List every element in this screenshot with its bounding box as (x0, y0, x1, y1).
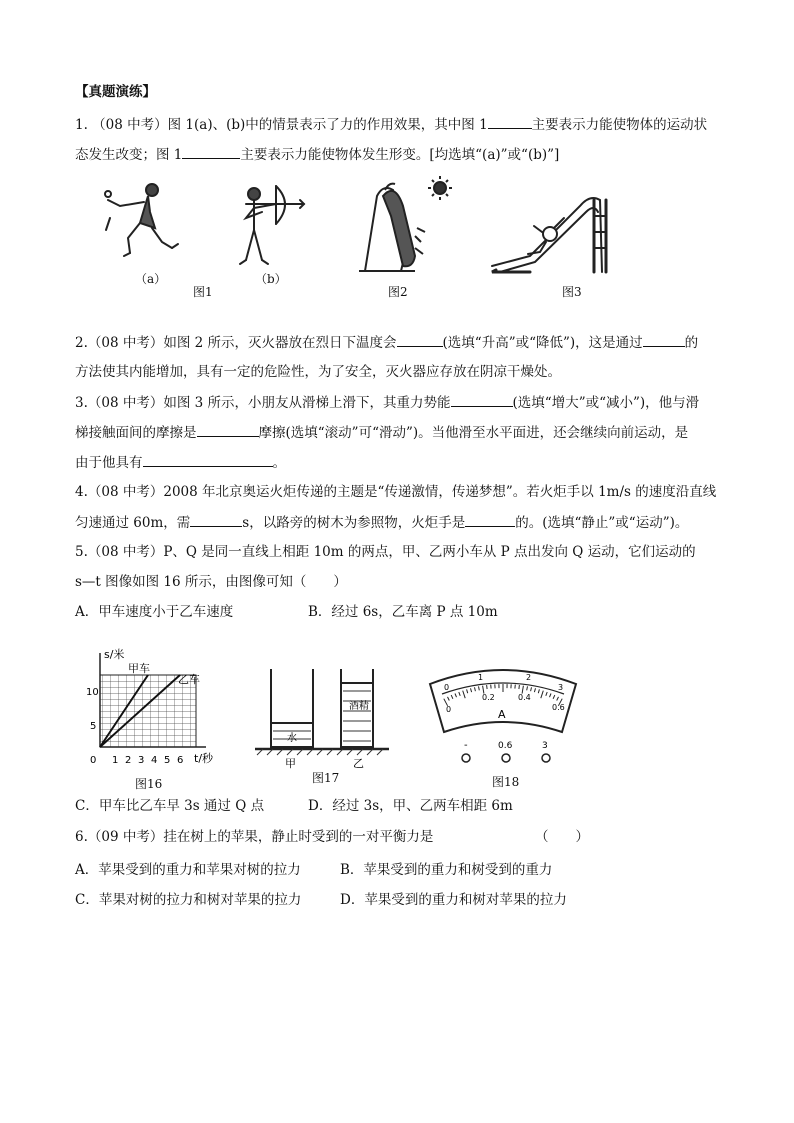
figure-3-caption: 图3 (562, 285, 582, 299)
question-4-line-2 (75, 513, 688, 532)
question-2-line-1 (75, 333, 698, 352)
ammeter-tick (475, 687, 476, 691)
figure-17-two-containers (253, 665, 393, 773)
figure-18-ammeter (422, 660, 584, 772)
ammeter-tick (479, 686, 480, 690)
series-yi-label: 乙车 (178, 673, 200, 686)
q1-blank-1[interactable] (488, 115, 532, 129)
figure-1a-baseball-batter (100, 178, 190, 270)
ammeter-tick (451, 695, 453, 699)
ammeter-tick (550, 694, 552, 698)
top-scale-1: 1 (478, 673, 484, 682)
ammeter-tick (467, 689, 468, 693)
top-scale-3: 3 (558, 683, 564, 692)
terminal-minus (462, 754, 470, 762)
q2-text-c: 的 (684, 335, 699, 351)
bottom-scale-0-4: 0.4 (518, 693, 531, 702)
question-6-option-c[interactable]: C．苹果对树的拉力和树对苹果的拉力 (75, 892, 302, 908)
q3-text-d: 摩擦(选填“滚动”可“滑动”)。当他滑至水平面进，还会继续向前运动，是 (258, 425, 689, 441)
x-tick-2: 2 (125, 755, 132, 766)
y-axis-label: s/米 (104, 648, 125, 661)
question-5-line-1: 5.（08 中考）P、Q 是同一直线上相距 10m 的两点，甲、乙两小车从 P 点出发向 Q 运动，它们运动的 (75, 544, 696, 560)
ammeter-tick (455, 694, 457, 698)
alcohol-label: 酒精 (349, 701, 369, 712)
q3-text-b: (选填“增大”或“减小”)，他与滑 (512, 395, 700, 411)
bottom-scale-0-6: 0.6 (552, 703, 565, 712)
question-5-option-b[interactable]: B．经过 6s，乙车离 P 点 10m (308, 604, 498, 620)
terminal-3 (542, 754, 550, 762)
bottom-scale-0-2: 0.2 (482, 693, 495, 702)
question-3-line-1 (75, 393, 699, 412)
q2-blank-2[interactable] (643, 333, 685, 347)
x-tick-3: 3 (138, 755, 145, 766)
x-tick-1: 1 (112, 755, 119, 766)
ammeter-tick (546, 692, 547, 696)
terminal-minus-label: - (464, 740, 468, 751)
origin-label: 0 (90, 755, 97, 766)
question-5-line-2: s—t 图像如图 16 所示，由图像可知（ ） (75, 574, 347, 590)
q3-blank-1[interactable] (451, 393, 513, 407)
q4-blank-2[interactable] (465, 513, 515, 527)
question-1-line-1 (75, 115, 707, 134)
question-3-line-3 (75, 453, 286, 472)
question-3-line-2 (75, 423, 688, 442)
ammeter-tick (448, 697, 450, 701)
q3-blank-3[interactable] (143, 453, 273, 467)
figure-18-caption: 图18 (492, 775, 520, 789)
figure-1b-label: （b） (255, 272, 287, 286)
q3-blank-2[interactable] (197, 423, 259, 437)
q1-text-d: 主要表示力能使物体发生形变。[均选填“(a)”或“(b)”] (240, 147, 560, 163)
ammeter-tick (519, 685, 520, 689)
ammeter-dial (430, 670, 576, 732)
q3-text-f: 。 (272, 455, 286, 471)
ammeter-tick (487, 685, 488, 689)
ammeter-tick (531, 687, 532, 691)
ammeter-tick (527, 686, 528, 690)
x-axis-label: t/秒 (194, 752, 214, 765)
ammeter-tick (471, 688, 472, 692)
question-1-line-2 (75, 145, 559, 164)
q4-text-a: 匀速通过 60m，需 (75, 515, 191, 531)
q1-blank-2[interactable] (182, 145, 240, 159)
figure-17-caption: 图17 (312, 771, 340, 785)
ammeter-tick (534, 688, 535, 692)
water-label: 水 (287, 733, 297, 744)
alcohol-hatch (343, 691, 371, 741)
ammeter-unit: A (498, 708, 506, 721)
x-tick-5: 5 (164, 755, 171, 766)
top-scale-0: 0 (444, 683, 450, 692)
y-tick-10: 10 (86, 687, 99, 698)
ammeter-tick (553, 695, 555, 699)
question-6-option-b[interactable]: B．苹果受到的重力和树受到的重力 (340, 862, 553, 878)
q3-text-e: 由于他具有 (75, 455, 143, 471)
figure-3-child-on-slide (490, 186, 615, 274)
q1-text-c: 态发生改变；图 1 (75, 147, 183, 163)
terminal-3-label: 3 (542, 741, 548, 751)
question-6-option-a[interactable]: A．苹果受到的重力和苹果对树的拉力 (75, 862, 301, 878)
figure-1-caption: 图1 (193, 285, 213, 299)
figure-16-caption: 图16 (135, 777, 163, 791)
terminal-0-6-label: 0.6 (498, 741, 513, 751)
x-tick-4: 4 (151, 755, 158, 766)
question-5-option-d[interactable]: D．经过 3s，甲、乙两车相距 6m (308, 798, 513, 814)
q1-text-a: 1. （08 中考）图 1(a)、(b)中的情景表示了力的作用效果，其中图 1 (75, 117, 488, 133)
q3-text-c: 梯接触面间的摩擦是 (75, 425, 197, 441)
section-title: 【真题演练】 (75, 84, 156, 100)
q4-text-c: 的。(选填“静止”或“运动”)。 (515, 515, 689, 531)
ammeter-tick (541, 691, 544, 699)
question-6-option-d[interactable]: D．苹果受到的重力和树对苹果的拉力 (340, 892, 567, 908)
question-6-answer-bracket[interactable]: （ ） (535, 829, 589, 845)
question-6-stem: 6.（09 中考）挂在树上的苹果，静止时受到的一对平衡力是 (75, 829, 434, 845)
question-2-line-2: 方法使其内能增加，具有一定的危险性，为了安全，灭火器应存放在阴凉干燥处。 (75, 364, 561, 380)
figure-2-fire-extinguisher-in-sun (355, 176, 455, 276)
container-jia-label: 甲 (285, 757, 296, 770)
question-5-option-a[interactable]: A．甲车速度小于乙车速度 (75, 604, 234, 620)
q4-text-b: s，以路旁的树木为参照物，火炬手是 (242, 515, 466, 531)
q4-blank-1[interactable] (190, 513, 242, 527)
figure-2-caption: 图2 (388, 285, 408, 299)
question-5-option-c[interactable]: C．甲车比乙车早 3s 通过 Q 点 (75, 798, 265, 814)
q3-text-a: 3.（08 中考）如图 3 所示，小朋友从滑梯上滑下，其重力势能 (75, 395, 451, 411)
question-4-line-1: 4.（08 中考）2008 年北京奥运火炬传递的主题是“传递激情，传递梦想”。若火炬手以 1m/s 的速度沿直线 (75, 484, 717, 500)
series-jia-label: 甲车 (128, 662, 150, 675)
figure-1a-label: （a） (135, 272, 167, 286)
ammeter-tick (459, 692, 460, 696)
terminal-0-6 (502, 754, 510, 762)
q2-blank-1[interactable] (397, 333, 443, 347)
top-scale-2: 2 (526, 673, 532, 682)
ammeter-ticks (444, 684, 562, 706)
ammeter-tick (538, 689, 539, 693)
ammeter-tick (557, 697, 559, 701)
bottom-scale-0: 0 (446, 705, 452, 714)
ammeter-tick (463, 691, 466, 699)
q2-text-b: (选填“升高”或“降低”)，这是通过 (442, 335, 643, 351)
y-tick-5: 5 (90, 721, 97, 732)
q1-text-b: 主要表示力能使物体的运动状 (531, 117, 708, 133)
x-tick-6: 6 (177, 755, 184, 766)
container-yi-label: 乙 (353, 757, 364, 770)
figure-16-st-graph (78, 645, 218, 773)
figure-1b-archer (232, 182, 312, 270)
q2-text-a: 2.（08 中考）如图 2 所示，灭火器放在烈日下温度会 (75, 335, 397, 351)
